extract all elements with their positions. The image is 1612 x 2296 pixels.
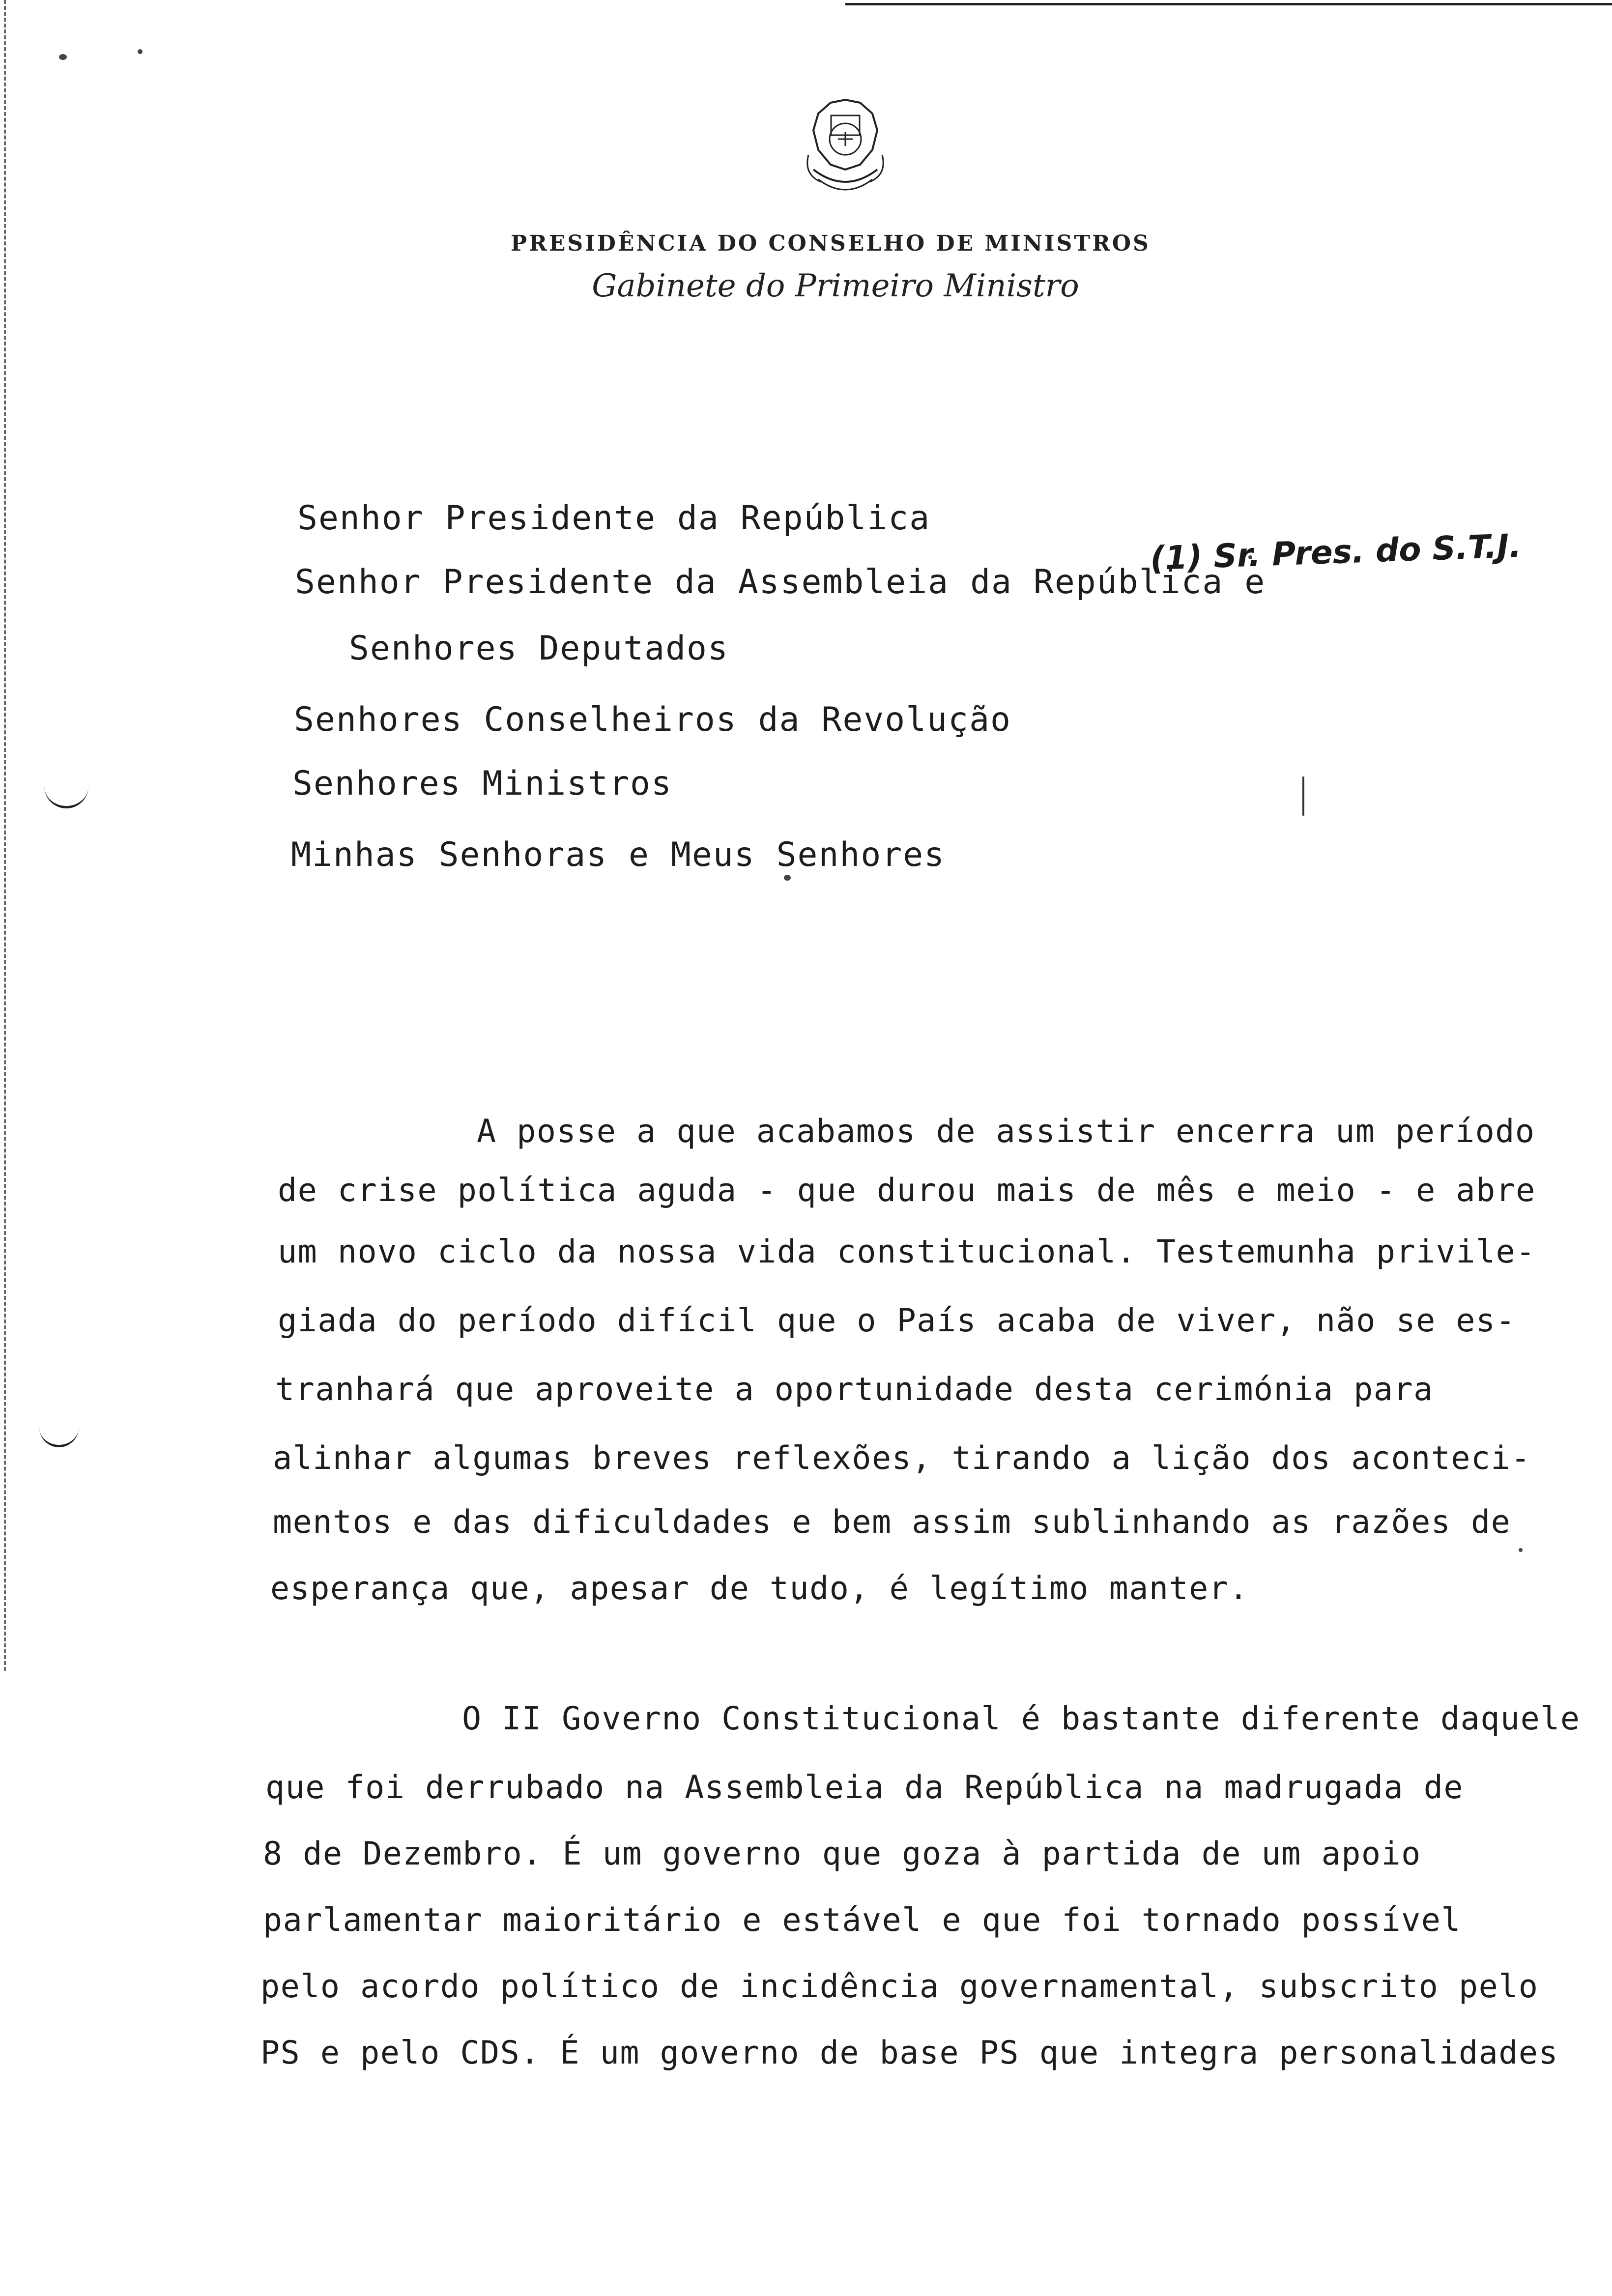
salutation-line: Senhor Presidente da República <box>297 499 931 538</box>
scan-top-rule <box>845 3 1612 5</box>
body-line: O II Governo Constitucional é bastante diferente daquele <box>462 1700 1581 1737</box>
scan-speck <box>138 49 143 54</box>
salutation-line: Senhor Presidente da Assembleia da República e <box>295 563 1266 602</box>
scan-speck <box>784 875 791 881</box>
scan-speck <box>1519 1548 1523 1552</box>
letterhead-title: PRESIDÊNCIA DO CONSELHO DE MINISTROS <box>511 231 1151 256</box>
letterhead-subtitle: Gabinete do Primeiro Ministro <box>592 268 1079 304</box>
punch-hole-mark <box>39 1415 79 1447</box>
scan-speck <box>59 54 67 60</box>
punch-hole-mark <box>44 776 88 808</box>
salutation-line: Senhores Deputados <box>349 629 729 668</box>
coat-of-arms-seal-icon <box>799 96 892 201</box>
body-line: esperança que, apesar de tudo, é legítimo manter. <box>270 1570 1249 1607</box>
salutation-line: Minhas Senhoras e Meus Senhores <box>291 835 946 874</box>
body-line: parlamentar maioritário e estável e que foi tornado possível <box>263 1902 1461 1939</box>
salutation-line: Senhores Conselheiros da Revolução <box>294 700 1011 739</box>
body-line: mentos e das dificuldades e bem assim sublinhando as razões de <box>273 1504 1511 1541</box>
body-line: que foi derrubado na Assembleia da República na madrugada de <box>265 1769 1464 1806</box>
body-line: giada do período difícil que o País acaba de viver, não se es- <box>278 1302 1516 1339</box>
body-line: um novo ciclo da nossa vida constitucional. Testemunha privile- <box>278 1234 1536 1270</box>
body-line: de crise política aguda - que durou mais de mês e meio - e abre <box>278 1172 1536 1209</box>
body-line: A posse a que acabamos de assistir encerra um período <box>477 1113 1535 1150</box>
body-line: PS e pelo CDS. É um governo de base PS que integra personalidades <box>260 2035 1559 2071</box>
handwritten-tick-mark <box>1302 776 1304 816</box>
salutation-line: Senhores Ministros <box>292 764 672 803</box>
body-line: tranhará que aproveite a oportunidade desta cerimónia para <box>275 1371 1434 1408</box>
body-line: pelo acordo político de incidência governamental, subscrito pelo <box>260 1968 1539 2005</box>
body-line: 8 de Dezembro. É um governo que goza à partida de um apoio <box>263 1836 1421 1872</box>
handwritten-annotation: (1) Sr. Pres. do S.T.J. <box>1149 526 1522 578</box>
body-line: alinhar algumas breves reflexões, tirando a lição dos aconteci- <box>273 1440 1531 1477</box>
